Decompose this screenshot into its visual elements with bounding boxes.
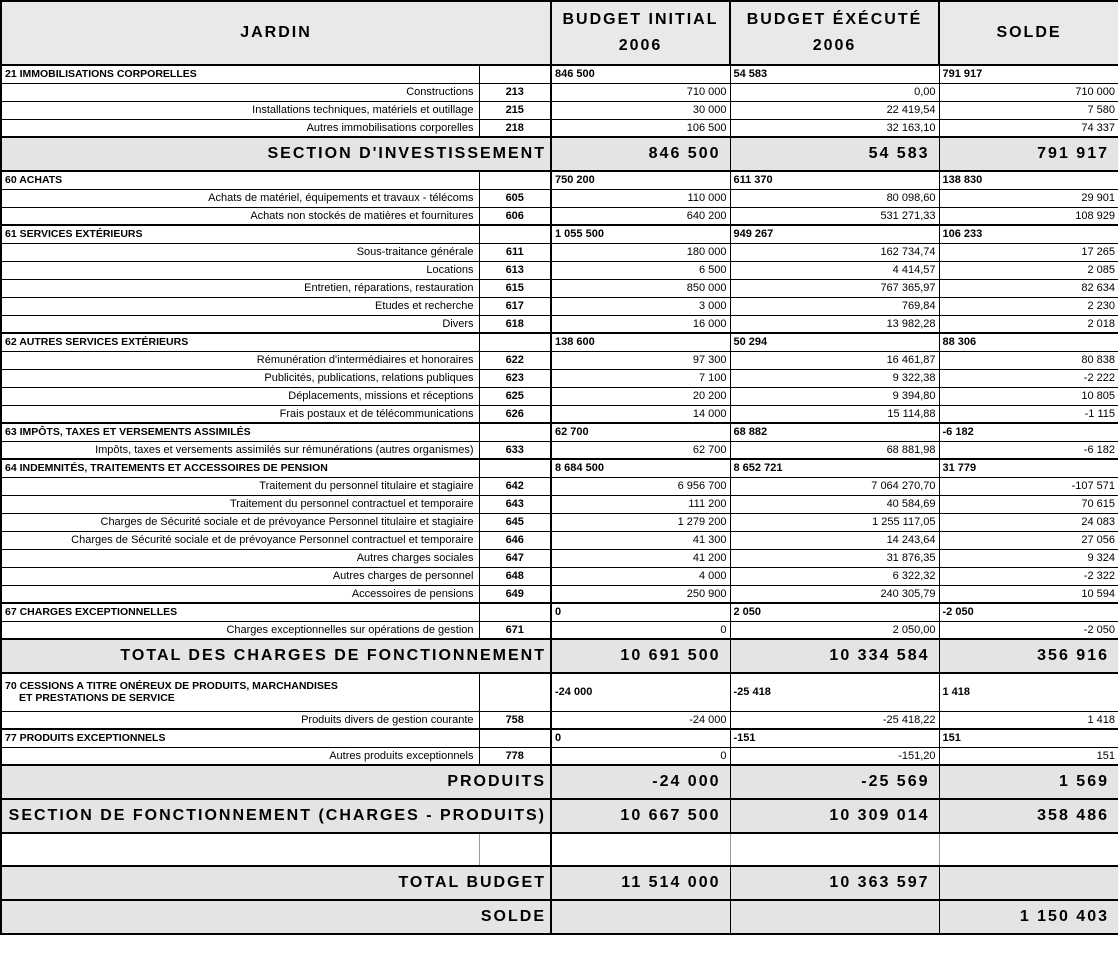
- cell-solde: 31 779: [939, 459, 1118, 477]
- table-row: [1, 119, 1118, 137]
- cell-budget-execute: 6 322,32: [730, 567, 939, 585]
- row-account-code: 642: [479, 477, 551, 495]
- cell-solde: 9 324: [939, 549, 1118, 567]
- row-account-code: 648: [479, 567, 551, 585]
- spacer-cell: [479, 833, 551, 866]
- cell-budget-initial: 850 000: [551, 279, 730, 297]
- table-row: [1, 315, 1118, 333]
- row-label: Constructions: [1, 83, 479, 101]
- row-account-code: 623: [479, 369, 551, 387]
- table-row: [1, 243, 1118, 261]
- table-row: [1, 423, 1118, 441]
- row-account-code: [479, 423, 551, 441]
- column-header-solde: SOLDE: [939, 1, 1118, 65]
- table-row: [1, 297, 1118, 315]
- table-row: [1, 101, 1118, 119]
- cell-budget-execute: 32 163,10: [730, 119, 939, 137]
- cell-budget-execute: 8 652 721: [730, 459, 939, 477]
- row-account-code: 613: [479, 261, 551, 279]
- cell-budget-execute: 14 243,64: [730, 531, 939, 549]
- cell-budget-execute: 4 414,57: [730, 261, 939, 279]
- cell-budget-initial: 4 000: [551, 567, 730, 585]
- table-row: [1, 711, 1118, 729]
- cell-budget-execute: 2 050: [730, 603, 939, 621]
- row-label: Charges de Sécurité sociale et de prévoyance Personnel titulaire et stagiaire: [1, 513, 479, 531]
- row-label: Locations: [1, 261, 479, 279]
- cell-budget-initial: -24 000: [551, 711, 730, 729]
- row-account-code: 606: [479, 207, 551, 225]
- cell-budget-execute: -151: [730, 729, 939, 747]
- cell-budget-execute: 80 098,60: [730, 189, 939, 207]
- cell-budget-initial: 97 300: [551, 351, 730, 369]
- spacer-cell: [551, 833, 730, 866]
- row-label: Etudes et recherche: [1, 297, 479, 315]
- cell-budget-execute: 0,00: [730, 83, 939, 101]
- cell-solde: 10 805: [939, 387, 1118, 405]
- cell-budget-execute: 9 394,80: [730, 387, 939, 405]
- cell-budget-execute: -25 569: [730, 765, 939, 799]
- category-label: [1, 673, 479, 711]
- row-account-code: [479, 225, 551, 243]
- cell-budget-initial: 846 500: [551, 65, 730, 83]
- cell-budget-execute: 611 370: [730, 171, 939, 189]
- cell-budget-execute: 769,84: [730, 297, 939, 315]
- table-row: [1, 189, 1118, 207]
- cell-solde: 791 917: [939, 65, 1118, 83]
- cell-solde: 138 830: [939, 171, 1118, 189]
- cell-solde: 710 000: [939, 83, 1118, 101]
- cell-solde: 1 150 403: [939, 900, 1118, 934]
- row-account-code: 647: [479, 549, 551, 567]
- table-row: [1, 207, 1118, 225]
- table-row: [1, 171, 1118, 189]
- category-label: 21 IMMOBILISATIONS CORPORELLES: [1, 65, 479, 83]
- cell-solde: 1 418: [939, 711, 1118, 729]
- table-row: [1, 65, 1118, 83]
- row-account-code: 215: [479, 101, 551, 119]
- table-row: [1, 405, 1118, 423]
- row-account-code: 645: [479, 513, 551, 531]
- cell-budget-execute: 7 064 270,70: [730, 477, 939, 495]
- cell-budget-initial: 41 300: [551, 531, 730, 549]
- table-row: [1, 747, 1118, 765]
- cell-budget-execute: 1 255 117,05: [730, 513, 939, 531]
- cell-solde: 80 838: [939, 351, 1118, 369]
- column-header-jardin: JARDIN: [1, 1, 551, 65]
- cell-solde: 10 594: [939, 585, 1118, 603]
- cell-budget-initial: 30 000: [551, 101, 730, 119]
- row-account-code: [479, 459, 551, 477]
- column-header-budget-initial: [551, 1, 730, 65]
- cell-budget-execute: 54 583: [730, 137, 939, 171]
- cell-budget-initial: 180 000: [551, 243, 730, 261]
- cell-solde: -6 182: [939, 423, 1118, 441]
- cell-budget-initial: 0: [551, 603, 730, 621]
- total-label: SECTION D'INVESTISSEMENT: [1, 137, 551, 171]
- cell-solde: 2 230: [939, 297, 1118, 315]
- cell-budget-execute: 767 365,97: [730, 279, 939, 297]
- row-label: Autres produits exceptionnels: [1, 747, 479, 765]
- table-row: [1, 441, 1118, 459]
- cell-budget-initial: 110 000: [551, 189, 730, 207]
- cell-budget-initial: 10 691 500: [551, 639, 730, 673]
- cell-budget-execute: -151,20: [730, 747, 939, 765]
- spacer-cell: [730, 833, 939, 866]
- category-label: 64 INDEMNITÉS, TRAITEMENTS ET ACCESSOIRES DE PENSION: [1, 459, 479, 477]
- row-account-code: [479, 333, 551, 351]
- row-label: Autres immobilisations corporelles: [1, 119, 479, 137]
- column-header-budget-execute: [730, 1, 939, 65]
- cell-budget-initial: -24 000: [551, 673, 730, 711]
- table-row: [1, 765, 1118, 799]
- table-row: [1, 369, 1118, 387]
- row-account-code: [479, 673, 551, 711]
- row-label: Autres charges sociales: [1, 549, 479, 567]
- cell-budget-execute: 10 363 597: [730, 866, 939, 900]
- row-label: Achats de matériel, équipements et travaux - télécoms: [1, 189, 479, 207]
- cell-budget-execute: 240 305,79: [730, 585, 939, 603]
- cell-budget-execute: 31 876,35: [730, 549, 939, 567]
- cell-solde: -107 571: [939, 477, 1118, 495]
- cell-solde: -1 115: [939, 405, 1118, 423]
- category-label: 60 ACHATS: [1, 171, 479, 189]
- cell-solde: [939, 866, 1118, 900]
- cell-budget-execute: 13 982,28: [730, 315, 939, 333]
- table-row: [1, 866, 1118, 900]
- category-label: 61 SERVICES EXTÉRIEURS: [1, 225, 479, 243]
- cell-budget-execute: 50 294: [730, 333, 939, 351]
- row-label: Déplacements, missions et réceptions: [1, 387, 479, 405]
- cell-solde: -2 050: [939, 603, 1118, 621]
- table-row: [1, 333, 1118, 351]
- cell-budget-initial: 16 000: [551, 315, 730, 333]
- table-row: [1, 567, 1118, 585]
- cell-budget-initial: 14 000: [551, 405, 730, 423]
- cell-budget-execute: 54 583: [730, 65, 939, 83]
- cell-budget-initial: 1 279 200: [551, 513, 730, 531]
- cell-budget-initial: 710 000: [551, 83, 730, 101]
- cell-budget-execute: 68 881,98: [730, 441, 939, 459]
- cell-budget-execute: 9 322,38: [730, 369, 939, 387]
- cell-solde: 1 418: [939, 673, 1118, 711]
- table-row: [1, 513, 1118, 531]
- cell-solde: 17 265: [939, 243, 1118, 261]
- cell-budget-execute: 949 267: [730, 225, 939, 243]
- row-account-code: 611: [479, 243, 551, 261]
- row-label: Charges exceptionnelles sur opérations de gestion: [1, 621, 479, 639]
- row-label: Rémunération d'intermédiaires et honoraires: [1, 351, 479, 369]
- total-label: SOLDE: [1, 900, 551, 934]
- cell-solde: -2 222: [939, 369, 1118, 387]
- cell-solde: 2 018: [939, 315, 1118, 333]
- cell-budget-initial: 138 600: [551, 333, 730, 351]
- cell-budget-initial: [551, 900, 730, 934]
- cell-budget-initial: 7 100: [551, 369, 730, 387]
- table-row: [1, 900, 1118, 934]
- table-row: [1, 279, 1118, 297]
- cell-budget-execute: 10 334 584: [730, 639, 939, 673]
- cell-budget-execute: 68 882: [730, 423, 939, 441]
- category-label: 67 CHARGES EXCEPTIONNELLES: [1, 603, 479, 621]
- cell-solde: 2 085: [939, 261, 1118, 279]
- category-label-line2: ET PRESTATIONS DE SERVICE: [19, 692, 175, 705]
- cell-budget-initial: 750 200: [551, 171, 730, 189]
- cell-budget-execute: -25 418,22: [730, 711, 939, 729]
- table-row: [1, 137, 1118, 171]
- row-account-code: 778: [479, 747, 551, 765]
- cell-budget-initial: 6 956 700: [551, 477, 730, 495]
- row-label: Divers: [1, 315, 479, 333]
- table-row: [1, 603, 1118, 621]
- row-account-code: 758: [479, 711, 551, 729]
- cell-budget-initial: 0: [551, 621, 730, 639]
- table-row: [1, 387, 1118, 405]
- row-account-code: 646: [479, 531, 551, 549]
- cell-solde: 74 337: [939, 119, 1118, 137]
- cell-budget-initial: -24 000: [551, 765, 730, 799]
- total-label: SECTION DE FONCTIONNEMENT (CHARGES - PRODUITS): [1, 799, 551, 833]
- cell-budget-execute: 15 114,88: [730, 405, 939, 423]
- table-row: [1, 729, 1118, 747]
- spacer-cell: [939, 833, 1118, 866]
- row-label: Charges de Sécurité sociale et de prévoyance Personnel contractuel et temporaire: [1, 531, 479, 549]
- cell-solde: 70 615: [939, 495, 1118, 513]
- cell-solde: -2 322: [939, 567, 1118, 585]
- column-header-budget-initial-year: 2006: [618, 37, 663, 54]
- row-label: Traitement du personnel contractuel et temporaire: [1, 495, 479, 513]
- category-label: 77 PRODUITS EXCEPTIONNELS: [1, 729, 479, 747]
- cell-budget-initial: 640 200: [551, 207, 730, 225]
- row-label: Accessoires de pensions: [1, 585, 479, 603]
- total-label: TOTAL DES CHARGES DE FONCTIONNEMENT: [1, 639, 551, 673]
- cell-solde: 358 486: [939, 799, 1118, 833]
- table-row: [1, 639, 1118, 673]
- table-row: [1, 673, 1118, 711]
- row-label: Sous-traitance générale: [1, 243, 479, 261]
- cell-budget-initial: 10 667 500: [551, 799, 730, 833]
- cell-budget-initial: 1 055 500: [551, 225, 730, 243]
- cell-budget-initial: 62 700: [551, 441, 730, 459]
- cell-solde: 106 233: [939, 225, 1118, 243]
- table-row: [1, 459, 1118, 477]
- cell-budget-execute: 2 050,00: [730, 621, 939, 639]
- row-account-code: 618: [479, 315, 551, 333]
- table-header-row: [1, 1, 1118, 65]
- table-row: [1, 549, 1118, 567]
- cell-budget-initial: 0: [551, 729, 730, 747]
- cell-budget-initial: 111 200: [551, 495, 730, 513]
- cell-budget-initial: 106 500: [551, 119, 730, 137]
- row-account-code: [479, 171, 551, 189]
- cell-solde: 1 569: [939, 765, 1118, 799]
- cell-solde: 82 634: [939, 279, 1118, 297]
- cell-solde: 151: [939, 747, 1118, 765]
- table-row: [1, 833, 1118, 866]
- row-account-code: [479, 603, 551, 621]
- row-account-code: 643: [479, 495, 551, 513]
- cell-budget-execute: [730, 900, 939, 934]
- table-row: [1, 799, 1118, 833]
- row-account-code: [479, 65, 551, 83]
- row-label: Frais postaux et de télécommunications: [1, 405, 479, 423]
- cell-budget-initial: 3 000: [551, 297, 730, 315]
- column-header-budget-execute-year: 2006: [812, 37, 857, 54]
- table-row: [1, 621, 1118, 639]
- cell-budget-initial: 8 684 500: [551, 459, 730, 477]
- table-row: [1, 495, 1118, 513]
- row-label: Entretien, réparations, restauration: [1, 279, 479, 297]
- cell-solde: -2 050: [939, 621, 1118, 639]
- column-header-budget-execute-line1: BUDGET ÉXÉCUTÉ: [746, 10, 923, 28]
- category-label-line1: 70 CESSIONS A TITRE ONÉREUX DE PRODUITS, MARCHANDISES: [5, 680, 338, 693]
- row-label: Installations techniques, matériels et outillage: [1, 101, 479, 119]
- total-label: TOTAL BUDGET: [1, 866, 551, 900]
- cell-solde: 151: [939, 729, 1118, 747]
- table-row: [1, 477, 1118, 495]
- row-label: Publicités, publications, relations publiques: [1, 369, 479, 387]
- row-account-code: 218: [479, 119, 551, 137]
- table-row: [1, 261, 1118, 279]
- spacer-cell: [1, 833, 479, 866]
- category-label: 63 IMPÔTS, TAXES ET VERSEMENTS ASSIMILÉS: [1, 423, 479, 441]
- cell-budget-execute: -25 418: [730, 673, 939, 711]
- row-account-code: 625: [479, 387, 551, 405]
- row-account-code: 622: [479, 351, 551, 369]
- cell-budget-execute: 162 734,74: [730, 243, 939, 261]
- cell-budget-execute: 22 419,54: [730, 101, 939, 119]
- cell-budget-execute: 531 271,33: [730, 207, 939, 225]
- cell-solde: 88 306: [939, 333, 1118, 351]
- cell-budget-initial: 250 900: [551, 585, 730, 603]
- column-header-budget-initial-line1: BUDGET INITIAL: [562, 10, 719, 28]
- row-account-code: 617: [479, 297, 551, 315]
- category-label: 62 AUTRES SERVICES EXTÉRIEURS: [1, 333, 479, 351]
- budget-table-body: [1, 65, 1118, 934]
- cell-budget-initial: 11 514 000: [551, 866, 730, 900]
- row-label: Achats non stockés de matières et fournitures: [1, 207, 479, 225]
- cell-budget-initial: 62 700: [551, 423, 730, 441]
- cell-solde: 791 917: [939, 137, 1118, 171]
- table-row: [1, 83, 1118, 101]
- cell-solde: 108 929: [939, 207, 1118, 225]
- row-account-code: 649: [479, 585, 551, 603]
- cell-solde: 356 916: [939, 639, 1118, 673]
- row-account-code: 633: [479, 441, 551, 459]
- row-account-code: [479, 729, 551, 747]
- cell-solde: 29 901: [939, 189, 1118, 207]
- row-label: Autres charges de personnel: [1, 567, 479, 585]
- row-account-code: 615: [479, 279, 551, 297]
- row-label: Impôts, taxes et versements assimilés sur rémunérations (autres organismes): [1, 441, 479, 459]
- cell-solde: 27 056: [939, 531, 1118, 549]
- row-account-code: 671: [479, 621, 551, 639]
- table-row: [1, 585, 1118, 603]
- cell-budget-initial: 0: [551, 747, 730, 765]
- row-account-code: 605: [479, 189, 551, 207]
- row-account-code: 626: [479, 405, 551, 423]
- cell-budget-initial: 41 200: [551, 549, 730, 567]
- cell-budget-initial: 6 500: [551, 261, 730, 279]
- table-row: [1, 351, 1118, 369]
- cell-budget-initial: 20 200: [551, 387, 730, 405]
- total-label: PRODUITS: [1, 765, 551, 799]
- cell-budget-initial: 846 500: [551, 137, 730, 171]
- row-account-code: 213: [479, 83, 551, 101]
- cell-budget-execute: 16 461,87: [730, 351, 939, 369]
- row-label: Traitement du personnel titulaire et stagiaire: [1, 477, 479, 495]
- table-row: [1, 531, 1118, 549]
- cell-budget-execute: 40 584,69: [730, 495, 939, 513]
- cell-budget-execute: 10 309 014: [730, 799, 939, 833]
- cell-solde: 24 083: [939, 513, 1118, 531]
- cell-solde: -6 182: [939, 441, 1118, 459]
- row-label: Produits divers de gestion courante: [1, 711, 479, 729]
- table-row: [1, 225, 1118, 243]
- cell-solde: 7 580: [939, 101, 1118, 119]
